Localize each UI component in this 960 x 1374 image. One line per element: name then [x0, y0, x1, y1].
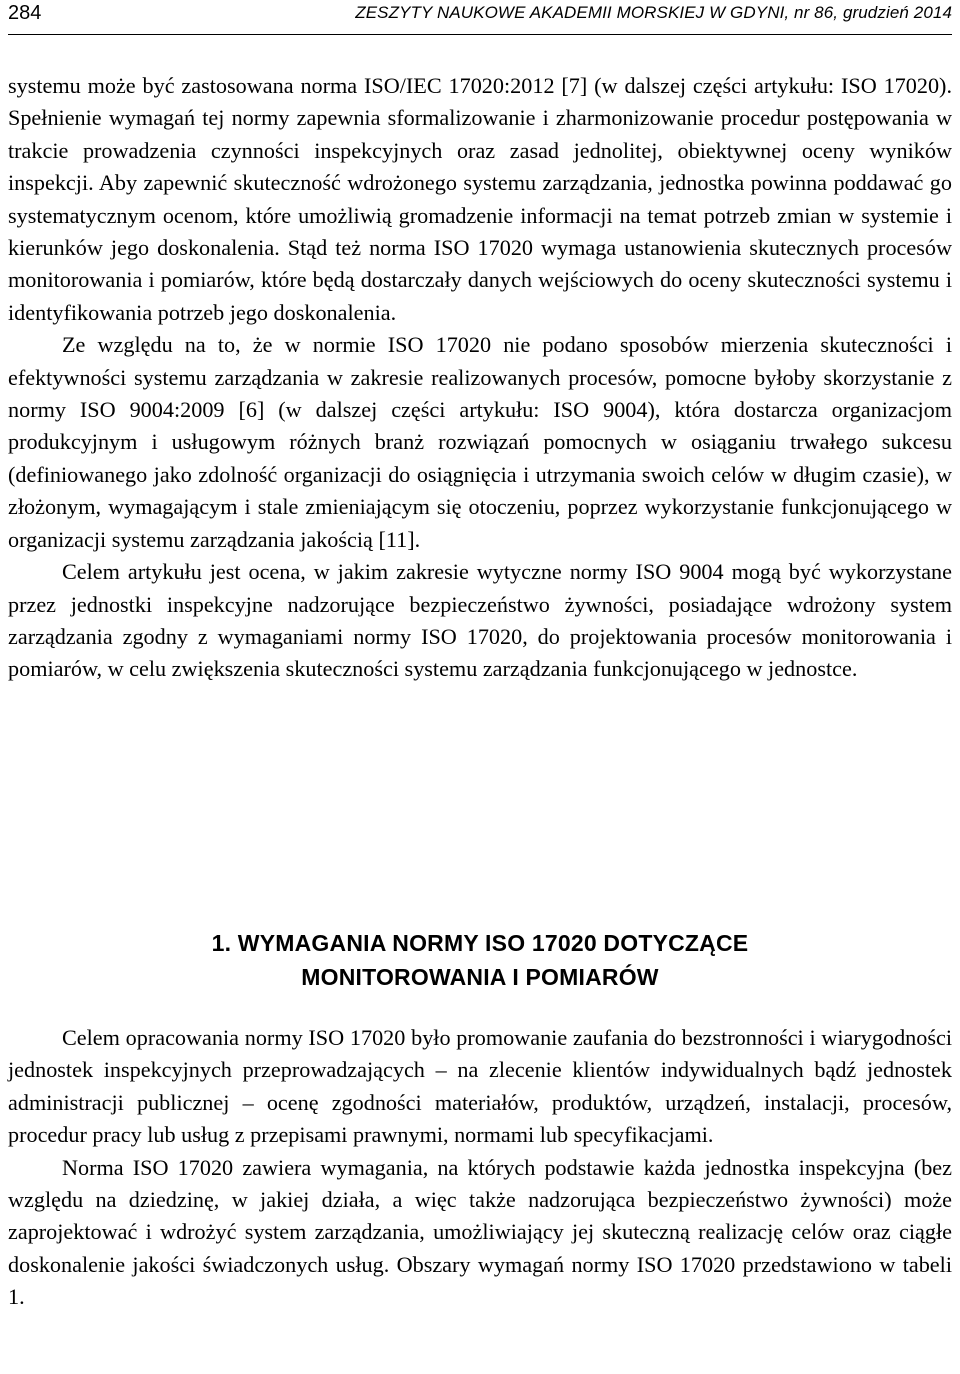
paragraph: Norma ISO 17020 zawiera wymagania, na których podstawie każda jednostka inspekcyjna (bez względu na dziedzinę, w jakiej działa, a więc także nadzorująca bezpieczeństwo żywności) może zaprojektować i wdrożyć system zarządzania, umożliwiający jej skuteczną realizację celów oraz ciągłe doskonalenie jakości świadczonych usług. Obszary wymagań normy ISO 17020 przedstawiono w tabeli 1. [8, 1154, 952, 1310]
paragraph: Ze względu na to, że w normie ISO 17020 nie podano sposobów mierzenia skuteczności i efektywności systemu zarządzania w zakresie realizowanych procesów, pomocne byłoby skorzystanie z normy ISO 9004:2009 [6] (w dalszej części artykułu: ISO 9004), która dostarcza organizacjom produkcyjnym i usługowym różnych branż rozwiązań pomocnych w osiąganiu trwałego sukcesu (definiowanego jako zdolność organizacji do osiągnięcia i utrzymania swoich celów w długim czasie), w złożonym, wymagającym i stale zmieniającym się otoczeniu, poprzez wykorzystanie funkcjonującego w organizacji systemu zarządzania jakością [11]. [8, 332, 952, 552]
section-heading-line: MONITOROWANIA I POMIARÓW [301, 964, 659, 990]
page-header [8, 0, 952, 35]
body-text-before-section [8, 70, 952, 686]
paragraph: Celem artykułu jest ocena, w jakim zakresie wytyczne normy ISO 9004 mogą być wykorzystane przez jednostki inspekcyjne nadzorujące bezpieczeństwo żywności, posiadające wdrożony system zarządzania zgodny z wymaganiami normy ISO 17020, do projektowania procesów monitorowania i pomiarów, w celu zwiększenia skuteczności systemu zarządzania funkcjonującego w jednostce. [8, 559, 952, 682]
running-title: ZESZYTY NAUKOWE AKADEMII MORSKIEJ W GDYNI, nr 86, grudzień 2014 [355, 3, 952, 22]
section-heading [0, 926, 960, 994]
paragraph: Celem opracowania normy ISO 17020 było promowanie zaufania do bezstronności i wiarygodności jednostek inspekcyjnych przeprowadzających – na zlecenie klientów indywidualnych bądź jednostek administracji publicznej – ocenę zgodności materiałów, produktów, urządzeń, instalacji, procesów, procedur pracy lub usług z przepisami prawnymi, normami lub specyfikacjami. [8, 1025, 952, 1148]
body-text-after-section [8, 1022, 952, 1314]
paragraph: systemu może być zastosowana norma ISO/IEC 17020:2012 [7] (w dalszej części artykułu: ISO 17020). Spełnienie wymagań tej normy zapewnia sformalizowanie i zharmonizowanie procedur postępowania w trakcie prowadzenia czynności inspekcyjnych oraz zasad jednolitej, obiektywnej oceny wyników inspekcji. Aby zapewnić skuteczność wdrożonego systemu zarządzania, jednostka powinna poddawać go systematycznym ocenom, które umożliwią gromadzenie informacji na temat potrzeb zmian w systemie i kierunków jego doskonalenia. Stąd też norma ISO 17020 wymaga ustanowienia skutecznych procesów monitorowania i pomiarów, które będą dostarczały danych wejściowych do oceny skuteczności systemu i identyfikowania potrzeb jego doskonalenia. [8, 73, 952, 325]
page-number: 284 [8, 2, 42, 24]
section-heading-line: 1. WYMAGANIA NORMY ISO 17020 DOTYCZĄCE [211, 930, 749, 956]
